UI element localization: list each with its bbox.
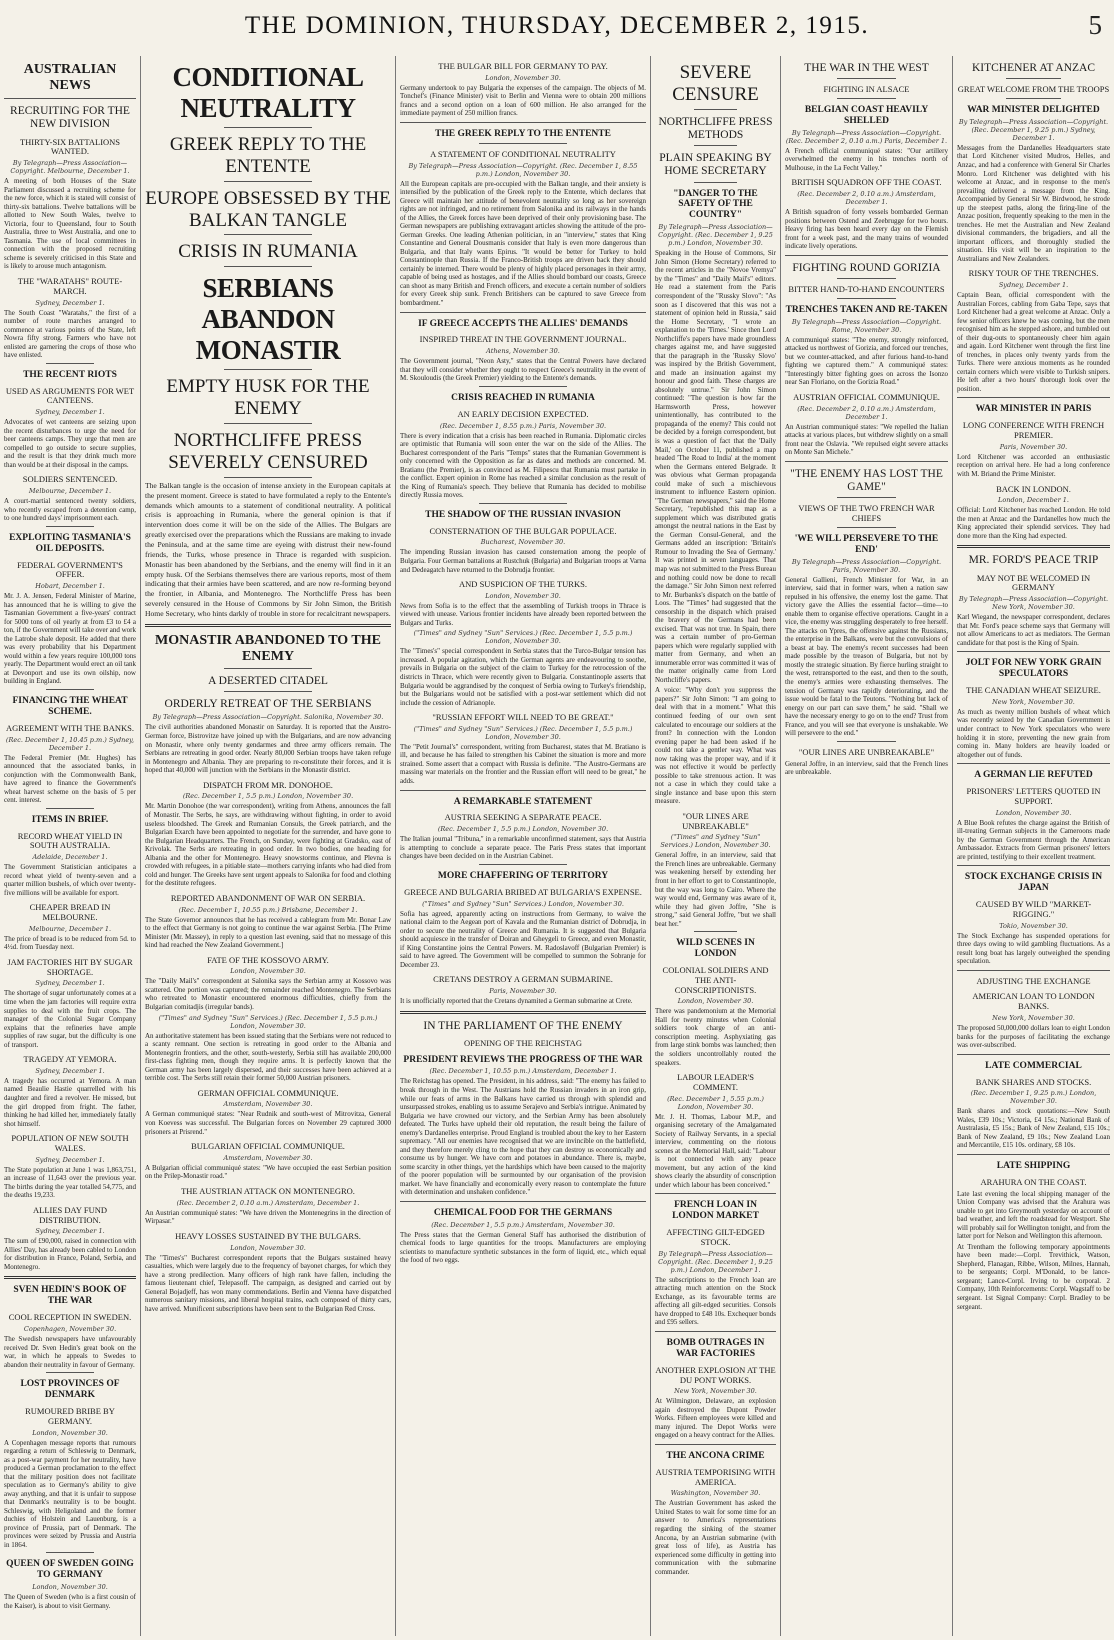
divider-rule xyxy=(785,255,948,256)
divider-rule xyxy=(957,865,1110,866)
article-heading: SVEN HEDIN'S BOOK OF THE WAR xyxy=(13,1285,127,1307)
divider-rule xyxy=(145,624,391,627)
dateline: By Telegraph—Press Association—Copyright. (Rec. December 1, 8.55 p.m.) London, November 30. xyxy=(408,161,638,178)
dateline: ("Times" and Sydney "Sun" Services.) London, November 30. xyxy=(422,899,624,908)
article-text: The Austrian Government has asked the United States to wait for some time for an answer to America's representations regarding the sinking of the steamer Ancona, by an Austrian submarine (with great loss of life), as Austria has experienced some difficulty in getting into communication with the submarine commander. xyxy=(655,1499,776,1576)
headline: EMPTY HUSK FOR THE ENEMY xyxy=(166,376,370,420)
article-text: A German communiqué states: "Near Rudnik and south-west of Mitrovitza, General von Koevess was successful. The Bulgarian forces on November 29 captured 3000 prisoners at Prisrend." xyxy=(145,1110,391,1136)
article-text: Germany undertook to pay Bulgaria the expenses of the campaign. The objects of M. Tonchef's (Finance Minister) visit to Berlin and Vienna were to obtain 200 millions francs and a second option on a loan of 600 million. He also arranged for the immediate payment of 250 million francs. xyxy=(400,83,646,118)
dateline: Paris, November 30. xyxy=(999,442,1068,451)
divider-rule xyxy=(224,668,313,669)
article-text: The Queen of Sweden (who is a first cousin of the Kaiser), is about to visit Germany. xyxy=(4,1593,136,1610)
article-subheading: GREECE AND BULGARIA BRIBED AT BULGARIA'S EXPENSE. xyxy=(404,886,642,897)
divider-rule xyxy=(957,1154,1110,1155)
dateline: (Rec. December 1, 8.55 p.m.) Paris, November 30. xyxy=(439,421,607,430)
divider-rule xyxy=(46,363,94,364)
article-subheading: CAUSED BY WILD "MARKET-RIGGING." xyxy=(975,899,1092,919)
article-text: A communiqué states: "The enemy, strongly reinforced, attacked us northwest of Gorizia, and forced our trenches, but we counter-attacked, and after furious hand-to-hand fighting we captured them." A communiqué states: "Interestingly bitter fighting goes on across the Isonzo near San Floriano, on the Gorizia Road." xyxy=(785,335,948,387)
divider-rule xyxy=(224,234,313,235)
dateline: By Telegraph—Press Association—Copyright. New York, November 30. xyxy=(958,595,1109,612)
divider-rule xyxy=(837,527,896,528)
article-text: The "Times's" special correspondent in Serbia states that the Turco-Bulgar tension has increased. A popular agitation, which the German agents are endeavouring to soothe, prevails in Bulgaria on the subject of the claim to Turkey for the retrocession of the districts in Thrace, which were recently given to Bulgaria. Constantinople asserts that Bulgaria would be aggrandised by the conquest of Serbia owing to Turkey's friendship, but the Bulgarians would not be satisfied with a post-war settlement which did not include the cession of Adrianople. xyxy=(400,647,646,707)
article-subheading: BRITISH SQUADRON OFF THE COAST. xyxy=(791,177,942,188)
divider-rule xyxy=(4,1276,136,1279)
article-subheading: RUMOURED BRIBE BY GERMANY. xyxy=(25,1406,115,1426)
article-text: Messages from the Dardanelles Headquarters state that Lord Kitchener visited Mudros, Helles, and Anzac, and had a conference with General Sir Charles Monro. Lord Kitchener was delighted with his welcome at Anzac, and in response to the men's prevailing delivered a message from the King. Accompanied by General Sir W. Birdwood, he strode up the steepest paths, along the firing-line of the Anzac position, frequently speaking to the men in the trenches. He met the Australian and New Zealand divisional commanders, the brigadiers, and all the important officers, and thoroughly studied the situation. His visit will be an inspiration to the Australians and New Zealanders. xyxy=(957,143,1110,263)
article-text: The Swedish newspapers have unfavourably received Dr. Sven Hedin's great book on the war, in which he appeals to Swedes to abandon their neutrality in favour of Germany. xyxy=(4,1335,136,1369)
article-subheading: INSPIRED THREAT IN THE GOVERNMENT JOURNAL. xyxy=(419,334,627,345)
dateline: Paris, November 30. xyxy=(489,987,557,995)
dateline: (Rec. December 1, 10.55 p.m.) Brisbane, December 1. xyxy=(178,905,358,914)
article-heading: THE ANCONA CRIME xyxy=(666,1450,765,1461)
dateline: By Telegraph—Press Association—Copyright. (Rec. December 2, 0.10 a.m.) Paris, December 1. xyxy=(785,128,948,145)
dateline: (Rec. December 1, 5.55 p.m.) London, November 30. xyxy=(667,1094,764,1111)
article-text: As much as twenty million bushels of wheat which was recently seized by the Canadian Government is under contract to New York speculators who were holding it in store, preventing the new grain from coming in. Many holders are heavily loaded or altogether out of funds. xyxy=(957,707,1110,759)
article-heading: THE GREEK REPLY TO THE ENTENTE xyxy=(435,128,611,139)
article-subheading: AFFECTING GILT-EDGED STOCK. xyxy=(666,1227,765,1247)
article-heading: LATE SHIPPING xyxy=(996,1160,1071,1171)
column-4 xyxy=(650,56,780,1636)
article-subheading: TRAGEDY AT YEMORA. xyxy=(23,1054,117,1065)
divider-rule xyxy=(400,790,646,791)
article-text: A Blue Book refutes the charge against the British of ill-treating German subjects in the Cameroons made by the German Government through the American Ambassador. Extracts from German prisoners' letters are printed, testifying to their excellent treatment. xyxy=(957,818,1110,861)
article-heading: FRENCH LOAN IN LONDON MARKET xyxy=(672,1200,759,1222)
divider-rule xyxy=(837,98,896,99)
article-heading: A REMARKABLE STATEMENT xyxy=(453,796,593,807)
article-subheading: ALLIES DAY FUND DISTRIBUTION. xyxy=(33,1204,107,1225)
article-heading: WAR MINISTER IN PARIS xyxy=(975,404,1092,415)
article-text: The "Daily Mail's" correspondent at Salonika says the Serbian army at Kossovo was scattered. One portion was captured; the remainder reached Montenegro. The Serbians who retreated to Monastir encountered enormous difficulties, chiefly from the Bulgarian comitadjis (irregular bands). xyxy=(145,977,391,1011)
article-text: The Government journal, "Neon Asty," states that the Central Powers have declared that they will consider whether they ought to respect Greece's neutrality in the event of M. Skouloudis (the Greek Premier) yielding to the Entente's demands. xyxy=(400,357,646,383)
article-text: There was pandemonium at the Memorial Hall for twenty minutes when Colonial soldiers took charge of an anti-conscription meeting. Asphyxiating gas from large stink bombs was launched; then the soldiers uncontrollably routed the speakers. xyxy=(655,1007,776,1067)
article-heading: WILD SCENES IN LONDON xyxy=(676,938,755,960)
article-heading: JOLT FOR NEW YORK GRAIN SPECULATORS xyxy=(965,658,1102,680)
article-subheading: ARAHURA ON THE COAST. xyxy=(980,1176,1087,1187)
article-subheading: THIRTY-SIX BATTALIONS WANTED. xyxy=(19,136,121,157)
divider-rule xyxy=(1006,98,1061,99)
column-3 xyxy=(395,56,650,1636)
dateline: By Telegraph—Press Association—Copyright. (Rec. December 1, 9.25 p.m.) London, December 1. xyxy=(658,1249,773,1274)
article-text: Speaking in the House of Commons, Sir John Simon (Home Secretary) referred to the recent articles in the "Novoe Vremya" by the "Times" and "Daily Mail's" editors. He read a statement from the Paris correspondent of the "Russky Slovo": "As soon as I discovered that this was not a statement of opinion held in Russia," said the Home Secretary, "I wrote an explanation to the 'Times.' Since then Lord Northcliffe's papers have made groundless charges against me, and have suggested that the paragraph in the 'Russky Slovo' was inspired by the British Government, and made an insinuation against my honour and good faith. These charges are absolutely untrue." Sir John Simon continued: "The question is how far the Harmsworth Press, however unintentionally, has contributed to the propaganda of the enemy? This could not be decided by a foreign correspondent, but is was a question of fact that the 'Daily Mail,' on October 11, published a map headed 'The Road to India' at the moment when the Germans entered Belgrade. It was obvious what German propaganda could make of such a mischievous instrument to influence Eastern opinion. "The German newspapers," said the Home Secretary, "republished this map as a supplement which was distributed gratis amongst the neutral nations in the East by the German Consul-General, and the Germans added an inscription: 'Britain's Rumour to Invading the Sea of Germany.' It was printed in seven languages. That map was not submitted to the Press Bureau and nothing could now be done to recall the damage." Sir John Simon next referred to Mr. Burbanks's dispatch on the battle of Loos. The "Times" had suggested that the censorship in the dispatch which praised the bravery of the Germans had been excised. That was not true. In Spain, there was a certain number of pro-German papers which were regularly supplied with matter from Germany, and when an innumerable error was committed it was of the matter originally came from Lord Northcliffe's papers. xyxy=(655,249,776,684)
article-subheading: LABOUR LEADER'S COMMENT. xyxy=(677,1072,754,1092)
divider-rule xyxy=(957,763,1110,764)
article-heading: THE SHADOW OF THE RUSSIAN INVASION xyxy=(425,509,621,520)
divider-rule xyxy=(46,689,94,690)
article-subheading: GERMAN OFFICIAL COMMUNIQUE. xyxy=(197,1087,339,1098)
dateline: New York, November 30. xyxy=(674,1387,757,1396)
article-heading: LATE COMMERCIAL xyxy=(985,1060,1082,1071)
article-heading: EXPLOITING TASMANIA'S OIL DEPOSITS. xyxy=(9,532,131,554)
article-subheading: AGREEMENT WITH THE BANKS. xyxy=(6,722,134,733)
dateline: Sydney, December 1. xyxy=(35,1155,105,1164)
article-text: The State Governor announces that he has received a cablegram from Mr. Bonar Law to the effect that Germany is not going to continue the war against Serbia. [The Prime Minister (Mr. Massey), in reply to a question last evening, said that no message of this kind had reached the New Zealand Government.] xyxy=(145,915,391,950)
article-subheading: AUSTRIA SEEKING A SEPARATE PEACE. xyxy=(444,812,602,823)
divider-rule xyxy=(837,298,896,299)
article-text: General Joffre, in an interview, said that the French lines are unbreakable. Germany was weakening herself by extending her front in her effort to get to Constantinople, but the way was long to Cairo. Where the way would end, Germany was aware of it, while they had given Joffre, "She is strong," said General Joffre, "but we shall beat her." xyxy=(655,851,776,928)
column-2 xyxy=(140,56,395,1636)
divider-rule xyxy=(837,278,896,279)
dateline: ("Times" and Sydney "Sun" Services.) (Rec. December 1, 5.5 p.m.) London, November 30. xyxy=(413,629,633,646)
masthead xyxy=(0,0,1114,52)
article-text: Mr. J. A. Jensen, Federal Minister of Marine, has announced that he is willing to give the Tasmanian Government a five-years' contract for 5000 tons of oil yearly at from £3 to £4 a ton, if the Government will take over and work the Latrobe shale deposit. He added that there was every probability that his Department would within a few years require 100,000 tons yearly. The Department would erect an oil tank at Devonport and use its own oilship, now building in England. xyxy=(4,592,136,686)
article-subheading: JAM FACTORIES HIT BY SUGAR SHORTAGE. xyxy=(7,956,133,977)
dateline: By Telegraph—Press Association—Copyright. Salonika, November 30. xyxy=(152,713,384,722)
article-text: News from Sofia is to the effect that the assembling of Turkish troops in Thrace is viewed with unease. Various frontier incidents have already been reported between the Bulgars and Turks. xyxy=(400,601,646,627)
article-subheading: USED AS ARGUMENTS FOR WET CANTEENS. xyxy=(5,385,135,406)
divider-rule xyxy=(224,369,313,370)
dateline: (Rec. December 1, 5.5 p.m.) Amsterdam, November 30. xyxy=(431,1220,615,1229)
article-subheading: HEAVY LOSSES SUSTAINED BY THE BULGARS. xyxy=(175,1230,361,1241)
article-text: Mr. J. H. Thomas, Labour M.P., and organising secretary of the Amalgamated Society of Railway Servants, in a special interview, commenting on the riotous scenes at the Memorial Hall, said: "Labour is not connected with any peace movement, but any action of the kind shows clearly the absurdity of conscription under which labour has been conceived." xyxy=(655,1112,776,1189)
subheadline: A DESERTED CITADEL xyxy=(208,675,328,688)
article-subheading: ADJUSTING THE EXCHANGE xyxy=(976,975,1091,986)
article-subheading: AUSTRIAN OFFICIAL COMMUNIQUE. xyxy=(793,391,940,402)
article-subheading: THE "WARATAHS" ROUTE-MARCH. xyxy=(17,276,123,296)
article-text: The sum of £90,000, raised in connection with Allies' Day, has already been cabled to London for distribution in France, Poland, Serbia, and Montenegro. xyxy=(4,1237,136,1271)
article-subheading: CHEAPER BREAD IN MELBOURNE. xyxy=(29,902,111,923)
divider-rule xyxy=(479,503,568,504)
article-heading: "DANGER TO THE SAFETY OF THE COUNTRY" xyxy=(673,188,758,221)
divider-rule xyxy=(957,545,1110,548)
dateline: By Telegraph—Press Association—Copyright. Rome, November 30. xyxy=(791,317,942,334)
article-subheading: BANK SHARES AND STOCKS. xyxy=(975,1076,1092,1087)
divider-rule xyxy=(224,127,313,128)
divider-rule xyxy=(837,497,896,498)
article-heading: IF GREECE ACCEPTS THE ALLIES' DEMANDS xyxy=(418,318,628,329)
divider-rule xyxy=(224,691,313,692)
article-subheading: RECORD WHEAT YIELD IN SOUTH AUSTRALIA. xyxy=(17,830,123,851)
article-subheading: BITTER HAND-TO-HAND ENCOUNTERS xyxy=(788,284,945,295)
headline-large: SERBIANS ABANDON MONASTIR xyxy=(195,273,341,366)
article-heading: BOMB OUTRAGES IN WAR FACTORIES xyxy=(666,1337,765,1359)
article-heading: BELGIAN COAST HEAVILY SHELLED xyxy=(804,104,929,126)
dateline: (Rec. December 1, 5.5 p.m.) London, November 30. xyxy=(437,825,609,834)
dateline: Amsterdam, November 30. xyxy=(223,1153,313,1162)
divider-rule xyxy=(479,386,568,387)
divider-rule xyxy=(694,145,738,146)
article-heading: ITEMS IN BRIEF. xyxy=(31,814,109,825)
article-subheading: FATE OF THE KOSSOVO ARMY. xyxy=(207,954,329,965)
article-text: A voice: "Why don't you suppress the papers?" Sir John Simon: "I am going to deal with that in a moment." What this continued feeding of our own sent calculated to encourage our soldiers at the front? In connection with the London evening paper he had been asked if he could not take a gentler way. What was now taking was the proper way, and if it was not effective it would be perfectly possible to take strenuous action. It was not a case in which they could take a single instance and base upon this stern measure. xyxy=(655,686,776,806)
article-subheading: THE BULGAR BILL FOR GERMANY TO PAY. xyxy=(438,61,608,71)
article-text: A meeting of both Houses of the State Parliament discussed a recruiting scheme for the new force, which it is stated will consist of thirty-six battalions. Twelve battalions will be allotted to New South Wales, twelve to Victoria, four to Queensland, four to South Australia, three to West Australia, and one to Tasmania. The use of local committees in connection with the proposed recruiting scheme is severely criticised in this State and is likely to arouse much antagonism. xyxy=(4,177,136,271)
article-text: The civil authorities abandoned Monastir on Saturday. It is reported that the Austro-German force, Bistrovitze have joined up with the Bulgarians, and are now advancing on Monastir, where only twenty gendarmes and three army officers remain. The Serbians are retreating in good order. Nearly 80,000 Serbian troops have taken refuge in Montenegro and Albania. They are preparing to re-constitute their forces, and it is hoped that 40,000 will junction with the Serbians in the Monastir district. xyxy=(145,723,391,775)
dateline: By Telegraph—Press Association—Copyright. (Rec. December 1, 9.25 p.m.) Sydney, December 1. xyxy=(958,117,1109,142)
article-text: The shortage of sugar unfortunately comes at a time when the jam factories will require extra supplies to deal with the fruit crops. The manager of the Colonial Sugar Company explains that the refineries have ample supplies of raw sugar, but the difficulty is one of transport. xyxy=(4,989,136,1049)
article-text: There is every indication that a crisis has been reached in Rumania. Diplomatic circles are optimistic that Rumania will soon enter the war on the side of the Allies. The Bucharest correspondent of the Paris "Temps" states that the Rumanian Government is only concerned with the Opposition as far as dates and methods are concerned. M. Bratianu (the Premier), is as convinced as M. Filipescu that Rumania must partake in the conflict. Expert opinion in Rome has reached a similar conclusion as the result of the King of Rumania's speech. They believe that Rumania has decided to mobilise directly Russia moves. xyxy=(400,431,646,500)
article-subheading: MAY NOT BE WELCOMED IN GERMANY xyxy=(976,572,1091,593)
article-heading: CHEMICAL FOOD FOR THE GERMANS xyxy=(433,1207,613,1218)
article-text: It is unofficially reported that the Cretans dynamited a German submarine at Crete. xyxy=(400,997,633,1005)
article-text: The price of bread is to be reduced from 5d. to 4½d. from Tuesday next. xyxy=(4,934,136,952)
article-text: A French official communiqué states: "Our artillery overwhelmed the enemy in his trenches north of Mulhouse, in the La Fecht Valley." xyxy=(785,146,948,172)
divider-rule xyxy=(224,423,313,424)
article-subheading: REPORTED ABANDONMENT OF WAR ON SERBIA. xyxy=(170,892,366,903)
dateline: London, November 30. xyxy=(485,73,561,82)
subheadline: MR. FORD'S PEACE TRIP xyxy=(968,554,1099,567)
divider-rule xyxy=(479,143,568,144)
article-subheading: LONG CONFERENCE WITH FRENCH PREMIER. xyxy=(962,420,1105,441)
article-subheading: OPENING OF THE REICHSTAG xyxy=(464,1037,582,1048)
article-subheading: THE CANADIAN WHEAT SEIZURE. xyxy=(966,685,1101,696)
dateline: Athens, November 30. xyxy=(486,347,560,356)
article-subheading: CONSTERNATION OF THE BULGAR POPULACE. xyxy=(429,525,617,536)
article-text: The proposed 50,000,000 dollars loan to eight London banks for the purposes of facilitating the exchange was over-subscribed. xyxy=(957,1024,1110,1050)
dateline: London, November 30. xyxy=(32,1428,108,1437)
dateline: Tokio, November 30. xyxy=(999,921,1068,930)
dateline: London, November 30. xyxy=(485,591,561,600)
dateline: (Rec. December 1, 9.25 p.m.) London, November 30. xyxy=(970,1089,1097,1106)
divider-rule xyxy=(785,461,948,462)
divider-rule xyxy=(46,808,94,809)
article-text: Captain Bean, official correspondent with the Australian Forces, cabling from Gaba Tepe, says that Lord Kitchener had a great welcome at Anzac. Only a few senior officers knew he was coming, but the men recognised him as he stepped ashore, and tumbled out of their dug-outs to spontaneously cheer him again and again. Lord Kitchener went through the first line of trenches, in places only twenty yards from the Turks. There were anxious moments as he rounded certain corners which were visible to Turkish snipers. He left after a two hours' thorough look over the position. xyxy=(957,291,1110,393)
dateline: ("Times" and Sydney "Sun" Services.) London, November 30. xyxy=(660,833,771,850)
divider-rule xyxy=(400,122,646,123)
divider-rule xyxy=(400,312,646,313)
dateline: ("Times" and Sydney "Sun" Services.) (Rec. December 1, 5.5 p.m.) London, November 30. xyxy=(158,1013,378,1030)
article-subheading: COLONIAL SOLDIERS AND THE ANTI-CONSCRIPTIONISTS. xyxy=(662,965,769,995)
divider-rule xyxy=(957,970,1110,971)
article-text: General Joffre, in an interview, said that the French lines are unbreakable. xyxy=(785,759,948,777)
dateline: By Telegraph—Press Association—Copyright. Paris, November 30. xyxy=(791,557,942,574)
dateline: Melbourne, December 1. xyxy=(28,487,112,496)
subheadline: ORDERLY RETREAT OF THE SERBIANS xyxy=(164,698,372,711)
headline: NORTHCLIFFE PRESS SEVERELY CENSURED xyxy=(168,430,368,473)
article-text: The South Coast "Waratahs," the first of a number of route marches arranged to commence at various points of the State, left Nowra fifty strong. Farmers who have not enlisted are garnering the crops of those who have enlisted. xyxy=(4,308,136,360)
dateline: London, November 30. xyxy=(677,997,754,1006)
dateline: Sydney, December 1. xyxy=(35,408,105,417)
dateline: Sydney, December 1. xyxy=(35,979,105,988)
dateline: (Rec. December 2, 0.10 a.m.) Amsterdam, December 1. xyxy=(797,190,936,207)
dateline: New York, November 30. xyxy=(992,1014,1075,1022)
dateline: London, November 30. xyxy=(32,1583,108,1592)
article-text: Advocates of wet canteens are seizing upon the recent disturbances to urge the need for beer canteens camps. They urge that men are compelled to go outside to secure supplies, and the result is that they drink much more than would be at their disposal in the camps. xyxy=(4,418,136,469)
divider-rule xyxy=(655,1193,776,1194)
article-subheading: AMERICAN LOAN TO LONDON BANKS. xyxy=(972,991,1095,1012)
article-text: At Trentham the following temporary appointments have been made:—Corpl. Trevithick, Watson, Shepherd, Flanagan, Ribbe, Wilson, Milnes, Hannah, to be sergeants; Corpl. M'Donald, to be lance-sergeant; Lance-Corpl. Irving to be corporal. 2 Company, 10th Reinforcements: Corpl. Wagstaff to be sergeant. 1st Signal Company: Corpl. Bradley to be sergeant. xyxy=(957,1242,1110,1311)
divider-rule xyxy=(1006,78,1061,79)
dateline: (Rec. December 1, 10.55 p.m.) Amsterdam, December 1. xyxy=(429,1067,617,1076)
divider-rule xyxy=(694,931,738,932)
page-number: 5 xyxy=(1088,10,1102,40)
article-heading: STOCK EXCHANGE CRISIS IN JAPAN xyxy=(964,872,1103,894)
article-subheading: SOLDIERS SENTENCED. xyxy=(22,474,118,485)
column-5 xyxy=(780,56,952,1636)
article-text: The Reichstag has opened. The President, in his address, said: "The enemy has failed to break through in the West. The Austrians hold the Russian invaders in an iron grip, while our feats of arms in the Balkans have carried us through with splendid and unsurpassed strokes, enabling us to assume Serajevo and Serbia's intrigue. Animated by Bulgaria we have crowned our victory, and the Serbian Army has been absolutely defeated. The Turks have upheld their old reputation, the result being the failure of enemy's Dardanelles enterprise. Proud England is troubled about the key to her Eastern supremacy. "All our enemies have recognised that we are invincible on the battlefield, and they therefore merely cling to the hope that they can destroy us economically and consume us by hunger. We have corn and potatoes in abundance. There is, maybe, some scarcity in other things, yet the hardships which have been caused to the majority of the poorer population will be surmounted by our organisation of the provision market. We have financially and economically every reason to contemplate the future with determination and unshaken confidence." xyxy=(400,1077,646,1197)
article-text: The Press states that the German General Staff has authorised the distribution of chemical foods to large quantities for the troops. Manufacturers are employing scientists to manufacture synthetic substances in the form of liquid, etc., which equal the food of two eggs. xyxy=(400,1230,646,1265)
dateline: (Rec. December 2, 0.10 a.m.) Amsterdam, December 1. xyxy=(797,404,936,421)
divider-rule xyxy=(694,182,738,183)
divider-rule xyxy=(957,397,1110,398)
dateline: New York, November 30. xyxy=(992,697,1075,706)
dateline: London, December 1. xyxy=(998,496,1069,505)
dateline: Washington, November 30. xyxy=(670,1489,761,1498)
article-text: Karl Wiegand, the newspaper correspondent, declares that Mr. Ford's peace scheme says that Germany will not allow Americans to act as mediators. The German candidate for that post is the King of Spain. xyxy=(957,613,1110,647)
article-text: All the European capitals are pre-occupied with the Balkan tangle, and their anxiety is intensified by the publication of the Greek reply to the Entente, which declares that Greece will maintain her attitude of benevolent neutrality so long as her sovereign rights are not infringed, and no retirement from Salonika and its railways in the hands of the Allies, the Greek forces have been deprived of their only provisioning base. The German newspapers are publishing extravagant articles showing the attitude of the pro-German Greeks. One leading Athenian politician, in an "interview," states that King Constantine and General Dousmanis consider that Italy is even more dangerous than Bulgaria, and that Italy wants Epirus. "It would be better for Turkey to hold Constantinople than Russia. If the Franco-British troops are driven back they should certainly be interned. There would be plenty of highly placed personages in their army, capable of being used as hostages, and if the Allies should bombard our coasts, Greece can shoot as many British and French officers, and execute a certain number of soldiers for every Greek ship sunk. French Britishers can be captured to save Greece from bombardment." xyxy=(400,179,646,308)
article-text: An authoritative statement has been issued stating that the Serbians were not reduced to a scanty remnant. One section is retreating in good order to the Albania and Montenegrin frontiers, and the other, south-westerly, Serbia still has available 200,000 first-class fighting men, though they require arms. It is perfectly known that the German army has been largely dispersed, and their successes have been achieved at a terrible cost. The Serbs still retain their former 50,000 Austrian prisoners. xyxy=(145,1031,391,1083)
article-subheading: FIGHTING IN ALSACE xyxy=(823,84,910,95)
article-heading: A GERMAN LIE REFUTED xyxy=(974,770,1093,781)
headline: GREEK REPLY TO THE ENTENTE xyxy=(169,134,367,177)
article-subheading: "OUR LINES ARE UNBREAKABLE" xyxy=(682,810,749,831)
divider-rule xyxy=(655,1444,776,1445)
divider-rule xyxy=(957,651,1110,652)
article-text: At Wilmington, Delaware, an explosion again destroyed the Dupont Powder Works. Fifteen employees were killed and many injured. The Depot Works were engaged on a heavy contract for the Allies. xyxy=(655,1397,776,1440)
article-text: A tragedy has occurred at Yemora. A man named Beaulie Hastie quarrelled with his daughter and fired a revolver. He missed, but the girl dropped from fright. The father, thinking he had killed her, immediately fatally shot himself. xyxy=(4,1076,136,1128)
dateline: (Rec. December 1, 10.45 p.m.) Sydney, December 1. xyxy=(5,735,135,752)
article-text: An Austrian communiqué states: "We have driven the Montenegrins in the direction of Wirpasar." xyxy=(145,1208,391,1226)
subheadline: PLAIN SPEAKING BY HOME SECRETARY xyxy=(659,152,772,178)
headline-large: CONDITIONAL NEUTRALITY xyxy=(172,62,364,124)
divider-rule xyxy=(46,1552,94,1553)
divider-rule xyxy=(694,109,738,110)
article-text: The "Times's" Bucharest correspondent reports that the Bulgars sustained heavy casualties, which were largely due to the frequency of bayonet charges, for which they have a strong predilection. Many officers of high rank have fallen, including the famous lieutenant chief, Telepasoff. The campaign, as designed and carried out by General Bojadjeff, has won many commendations. Berlin and Vienna have dispatched numerous sanitary missions, and liberal hospital trains, each composed of thirty cars, have arrived. Munificent subscriptions have been sent to the Bulgarian Red Cross. xyxy=(145,1253,391,1313)
dateline: Sydney, December 1. xyxy=(35,1227,105,1236)
article-heading: PRESIDENT REVIEWS THE PROGRESS OF THE WAR xyxy=(403,1054,643,1065)
article-heading: QUEEN OF SWEDEN GOING TO GERMANY xyxy=(6,1559,134,1581)
article-heading: FINANCING THE WHEAT SCHEME. xyxy=(12,695,128,717)
article-subheading: ANOTHER EXPLOSION AT THE DU PONT WORKS. xyxy=(655,1364,776,1385)
article-heading: WAR MINISTER DELIGHTED xyxy=(967,104,1100,115)
dateline: Hobart, December 1. xyxy=(35,582,105,591)
dateline: Sydney, December 1. xyxy=(35,1066,105,1075)
divider-rule xyxy=(46,526,94,527)
article-subheading: A STATEMENT OF CONDITIONAL NEUTRALITY xyxy=(430,148,616,159)
article-subheading: COOL RECEPTION IN SWEDEN. xyxy=(8,1312,132,1323)
divider-rule xyxy=(957,1054,1110,1055)
article-subheading: CRETANS DESTROY A GERMAN SUBMARINE. xyxy=(433,974,613,985)
column-6 xyxy=(952,56,1114,1636)
article-text: Late last evening the local shipping manager of the Union Company was advised that the Arahura was unable to get into Greymouth yesterday on account of bad weather, and left the roadstead for Westport. She will probably sail for Wellington tonight, and from the latter port for Nelson and Wellington this afternoon. xyxy=(957,1189,1110,1241)
headline: CRISIS IN RUMANIA xyxy=(178,241,358,263)
article-subheading: AUSTRIA TEMPORISING WITH AMERICA. xyxy=(655,1466,776,1487)
article-heading: 'WE WILL PERSEVERE TO THE END' xyxy=(794,533,939,555)
article-text: The Federal Premier (Mr. Hughes) has announced that the associated banks, in conjunction with the Commonwealth Bank, have agreed to finance the Government's wheat harvest scheme on the basis of 5 per cent. interest. xyxy=(4,753,136,805)
headline: EUROPE OBSESSED BY THE BALKAN TANGLE xyxy=(145,187,391,231)
article-text: The subscriptions to the French loan are attracting much attention on the Stock Exchange, as its favourable terms are affecting all gilt-edged securities. Consols have dropped to £48 10s. Exchequer bonds and £95 sellers. xyxy=(655,1275,776,1327)
article-text: Sofia has agreed, apparently acting on instructions from Germany, to waive the national claim to the Aegean port of Kavala and the Rumanian district of Dobrudja, in order to secure the neutrality of Greece and Rumania. It is suggested that Bulgaria should acquiesce in the transfer of Doiran and Gheygeli to Greece, and even Monastir, if King Constantine joins the Central Powers. M. Radoslavoff (Bulgarian Premier) is said to have agreed. The Government will be compelled to summon the Sobranje for December 23. xyxy=(400,909,646,969)
article-subheading: FEDERAL GOVERNMENT'S OFFER. xyxy=(17,559,123,580)
divider-rule xyxy=(224,477,313,478)
article-text: A court-martial sentenced twenty soldiers, who recently escaped from a detention camp, to one hundred days' imprisonment each. xyxy=(4,497,136,523)
dateline: Sydney, December 1. xyxy=(35,298,105,307)
dateline: Adelaide, December 1. xyxy=(32,853,108,862)
article-subheading: THE AUSTRIAN ATTACK ON MONTENEGRO. xyxy=(181,1185,355,1196)
dateline: Amsterdam, November 30. xyxy=(223,1100,313,1109)
dateline: By Telegraph—Press Association—Copyright. (Rec. December 1, 9.25 p.m.) London, November 30. xyxy=(658,223,773,248)
article-text: An Austrian communiqué states: "We repelled the Italian attacks at various places, but withdrew slightly on a small front near the Oslavia. "We repulsed eight severe attacks on Monte San Michele." xyxy=(785,422,948,457)
column-1 xyxy=(0,56,140,1636)
article-heading: CRISIS REACHED IN RUMANIA xyxy=(451,392,595,403)
subheadline: KITCHENER AT ANZAC xyxy=(971,62,1096,74)
divider-rule xyxy=(655,1331,776,1332)
article-subheading: POPULATION OF NEW SOUTH WALES. xyxy=(11,1133,129,1153)
article-text: Official: Lord Kitchener has reached London. He told the men at Anzac and the Dardanelles how much the King appreciated their splendid services. They had done more than the King had expected. xyxy=(957,506,1110,540)
headline-section: AUSTRALIAN NEWS xyxy=(23,62,117,94)
dateline: Copenhagen, November 30. xyxy=(23,1325,117,1334)
divider-rule xyxy=(224,266,313,267)
article-subheading: "RUSSIAN EFFORT WILL NEED TO BE GREAT." xyxy=(432,712,614,723)
divider-rule xyxy=(46,1372,94,1373)
article-text: The Stock Exchange has suspended operations for three days owing to wild gambling fluctuations. As a result long boat has largely outweighed the spending speculation. xyxy=(957,931,1110,966)
dateline: Bucharest, November 30. xyxy=(480,538,566,547)
subheadline: RECRUITING FOR THE NEW DIVISION xyxy=(10,105,130,131)
article-text: The impending Russian invasion has caused consternation among the people of Bulgaria. Four German battalions at Rustchuk (Bulgaria) and Bulgarian troops at Varna and Dedeagatch have returned to the Dobrudja frontier. xyxy=(400,548,646,574)
article-subheading: PRISONERS' LETTERS QUOTED IN SUPPORT. xyxy=(966,786,1101,806)
article-heading: THE RECENT RIOTS xyxy=(23,369,117,380)
article-subheading: GREAT WELCOME FROM THE TROOPS xyxy=(957,84,1110,95)
divider-rule xyxy=(400,1011,646,1014)
headline-section: MONASTIR ABANDONED TO THE ENEMY xyxy=(155,632,381,664)
subheadline: THE WAR IN THE WEST xyxy=(804,62,929,74)
article-heading: LOST PROVINCES OF DENMARK xyxy=(20,1379,120,1401)
article-heading: MORE CHAFFERING OF TERRITORY xyxy=(437,870,609,881)
dateline: London, November 30. xyxy=(230,1243,306,1252)
article-text: A Copenhagen message reports that rumours regarding a return of Schleswig to Denmark, as a post-war payment for her neutrality, have produced a German proclamation to the effect that the military position does not facilitate speculation as to Germany's ability to give away anything, and that it is unfair to suppose that Denmark's neutrality is to be bought. Schleswig, with Heligoland and the former duchies of Holstein and Lauenburg, is a province of Prussia, part of Denmark. The provinces were seized by Prussia and Austria in 1864. xyxy=(4,1438,136,1549)
dateline: By Telegraph—Press Association—Copyright. Melbourne, December 1. xyxy=(10,159,130,176)
dateline: Melbourne, December 1. xyxy=(28,924,112,933)
subheadline: IN THE PARLIAMENT OF THE ENEMY xyxy=(423,1019,623,1032)
article-text: A Bulgarian official communiqué states: "We have occupied the east Serbian position on the Prilep-Monastir road." xyxy=(145,1163,391,1181)
dateline: Sydney, December 1. xyxy=(998,281,1069,290)
subheadline: "THE ENEMY HAS LOST THE GAME" xyxy=(790,467,943,494)
article-text: Mr. Martin Donohoe (the war correspondent), writing from Athens, announces the fall of Monastir. The Serbs, he says, are withdrawing without fighting, in order to avoid useless bloodshed. The Greek and Rumanian Consuls, the Greek patriarch, and the Bulgarian Exarch have been appointed to negotiate for the surrender, and have gone to the Bulgarian Headquarters. The French, on Sunday, were fighting at Gradsko, east of Krivolak. The Serbs are retreating in good order. In two bodies, one heading for Albania and the other for Montenegro. Heavy snowstorms continue, and Plevna is crowded with refugees, in a pitiable state—mothers carrying infants who had died from cold and hunger. The Greeks have sent urgent appeals to Salonika for food and clothing for the destitute refugees. xyxy=(145,802,391,888)
lead-summary: The Balkan tangle is the occasion of intense anxiety in the European capitals at the present moment. Greece is stated to have formulated a reply to the Entente's demands which amounts to a statement of conditional neutrality. A political crisis is approaching in Rumania, where the general opinion is that if intervention does come it will be on the side of the Allies. The Bulgars are greatly exercised over the preparations which the Russians are making to invade the Peninsula, and at the same time are eyeing with distrust their new-found friends, the Turks, whose presence in Thrace is regarded with suspicion. Monastir has been abandoned by the Serbians, and the enemy will find in it an empty husk. Of the Serbians themselves there are various reports, most of them indicating that their armies have been scattered, and are now re-forming beyond the frontier, in Albania, and Montenegro. The Northcliffe Press has been severely censured in the House of Commons by Sir John Simon, the British Home Secretary, who hints darkly of trouble in store for recalcitrant newspapers. xyxy=(145,480,391,618)
masthead-title: THE DOMINION, THURSDAY, DECEMBER 2, 1915. xyxy=(244,12,870,39)
article-subheading: AN EARLY DECISION EXPECTED. xyxy=(457,408,589,419)
divider-rule xyxy=(837,741,896,742)
article-text: General Gallieni, French Minister for War, in an interview, said that in former wars, when a nation saw repulsed in his offensive, the enemy lost the game. That victory gave the Allies the essential factor—time—to enable them to organise effective operations. Caught in a vice, the enemy was struggling desperately to free herself. The attacks on Ypres, the offensive against the Russians, the enterprise in the Balkans, were but the convulsions of a beast at bay. The enemy's recent successes had been made possible by the treason of Bulgaria, but not by mostly the strategic situation. By fierce hurling straight to the west, retransported to the east, and then to the south, the enemy's armies were exhausting themselves. The tension of Germany was rapidly deteriorating, and the issue would be fatal to the Teutons. "Nothing but lack of energy on our part can save them," he said. "Shall we have the necessary energy to go on to the end? Trust from France, and you will see that everyone is unshakable. We will persevere to the end." xyxy=(785,575,948,738)
headline: SEVERE CENSURE xyxy=(672,62,759,105)
article-subheading: DISPATCH FROM MR. DONOHOE. xyxy=(203,779,333,790)
divider-rule xyxy=(837,78,896,79)
dateline: London, November 30. xyxy=(230,967,306,976)
article-text: The State population at June 1 was 1,863,751, an increase of 11,643 over the previous year. The births during the year totalled 54,775, and the deaths 19,233. xyxy=(4,1165,136,1200)
divider-rule xyxy=(479,864,568,865)
article-subheading: AND SUSPICION OF THE TURKS. xyxy=(459,579,587,590)
divider-rule xyxy=(224,181,313,182)
subheadline: NORTHCLIFFE PRESS METHODS xyxy=(658,115,773,141)
article-text: The "Petit Journal's" correspondent, writing from Bucharest, states that M. Bratiano is ill, and because he has failed to strengthen his Cabinet the situation is more and more strained. Some assert that a compact with Russia is definite. "The Austro-Germans are massing war materials on the frontier and the Russian effort will need to be great," he adds. xyxy=(400,742,646,786)
dateline: (Rec. December 1, 5.5 p.m.) London, November 30. xyxy=(182,792,354,801)
divider-rule xyxy=(400,1201,646,1202)
article-text: A British squadron of forty vessels bombarded German positions between Ostend and Zeebrugge for two hours. Heavy firing has been heard every day on the Flemish front for a week past, and the many trains of wounded indicate lively operations. xyxy=(785,208,948,251)
divider-rule xyxy=(4,98,136,99)
dateline: London, November 30. xyxy=(995,808,1072,817)
article-text: The Italian journal "Tribuna," in a remarkable unconfirmed statement, says that Austria is attempting to conclude a separate peace. The Paris Press states that important changes have been decided on in the Austrian Cabinet. xyxy=(400,835,646,861)
article-text: The Government Statistician anticipates a record wheat yield of twenty-seven and a quarter million bushels, of which over twenty-five millions will be available for export. xyxy=(4,863,136,897)
article-subheading: RISKY TOUR OF THE TRENCHES. xyxy=(968,268,1099,279)
subheadline: FIGHTING ROUND GORIZIA xyxy=(792,261,941,274)
dateline: (Rec. December 2, 0.10 a.m.) Amsterdam, December 1. xyxy=(176,1198,360,1207)
article-subheading: VIEWS OF THE TWO FRENCH WAR CHIEFS xyxy=(798,503,935,524)
article-subheading: BACK IN LONDON. xyxy=(996,483,1071,494)
dateline: ("Times" and Sydney "Sun" Services.) (Rec. December 1, 5.5 p.m.) London, November 30. xyxy=(413,724,633,741)
article-subheading: BULGARIAN OFFICIAL COMMUNIQUE. xyxy=(191,1141,345,1152)
article-heading: TRENCHES TAKEN AND RE-TAKEN xyxy=(785,304,948,315)
article-text: Bank shares and stock quotations:—New South Wales, £39 10s.; Victoria, £4 15s.; National Bank of Australasia, £5 15s.; Bank of New Zealand, £15 10s.; Bank of New Zealand, £9 10s.; New Zealand Loan and Mercantile, £15 10s. ordinary, £8 10s. xyxy=(957,1107,1110,1150)
article-subheading: "OUR LINES ARE UNBREAKABLE" xyxy=(798,746,935,757)
article-text: Lord Kitchener was accorded an enthusiastic reception on arrival here. He had a long conference with M. Briand the Prime Minister. xyxy=(957,452,1110,478)
